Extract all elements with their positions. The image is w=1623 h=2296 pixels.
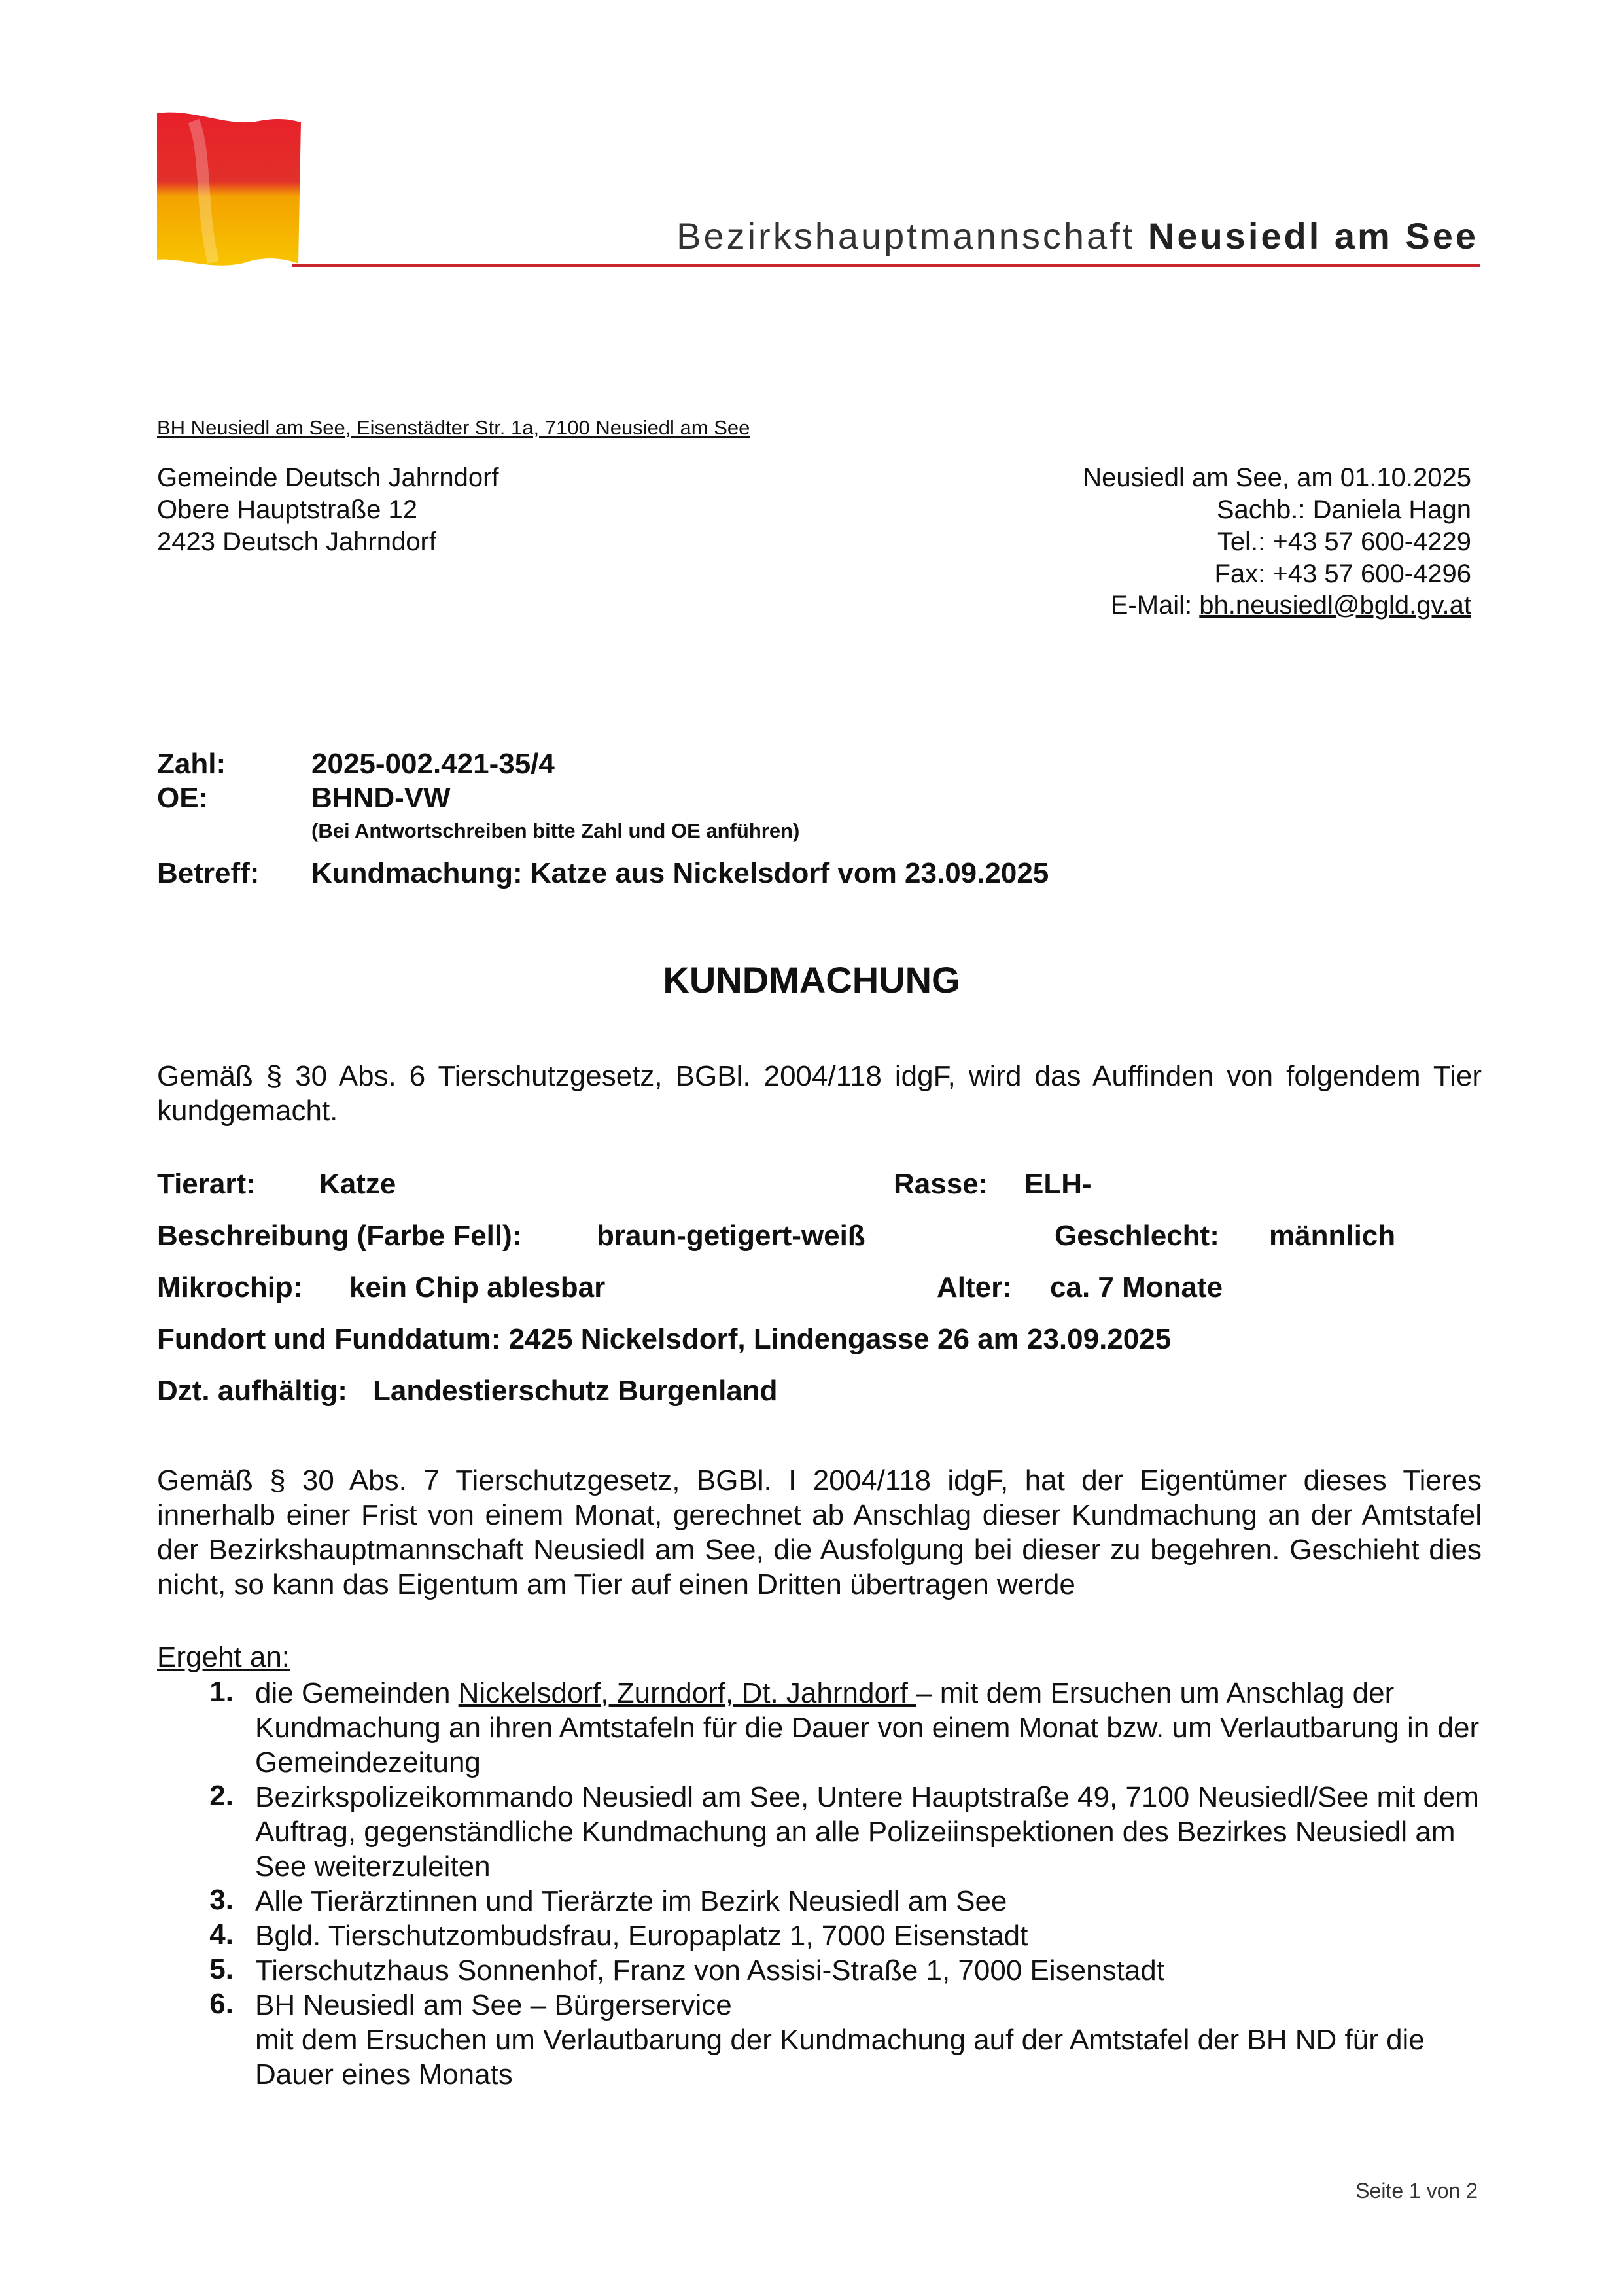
officer: Sachb.: Daniela Hagn <box>1216 495 1471 524</box>
zahl-value: 2025-002.421-35/4 <box>311 748 555 780</box>
list-item: Bezirkspolizeikommando Neusiedl am See, Untere Hauptstraße 49, 7100 Neusiedl/See mit dem Auftrag, gegenständliche Kundmachung an alle Polizeiinspektionen des Bezirkes Neusiedl am See weiterzuleiten <box>255 1781 1479 1882</box>
list-item-number: 1. <box>209 1676 234 1708</box>
recipient-line-2: Obere Hauptstraße 12 <box>157 495 417 524</box>
beschreibung-label: Beschreibung (Farbe Fell): <box>157 1220 522 1252</box>
list-item: Alle Tierärztinnen und Tierärzte im Bezirk Neusiedl am See <box>255 1885 1007 1917</box>
tierart-value: Katze <box>319 1168 396 1200</box>
burgenland-flag-logo <box>154 108 304 268</box>
list-item-text: – mit dem Ersuchen um Anschlag der Kundmachung an ihren Amtstafeln für die Dauer von einem Monat bzw. um Verlautbarung in der Gemeindezeitung <box>255 1677 1480 1778</box>
beschreibung-value: braun-getigert-weiß <box>597 1220 865 1252</box>
list-item-number: 3. <box>209 1884 234 1916</box>
list-item-text: BH Neusiedl am See – Bürgerservice <box>255 1989 732 2021</box>
geschlecht-value: männlich <box>1269 1220 1396 1252</box>
page-number: Seite 1 von 2 <box>1355 2179 1478 2202</box>
intro-paragraph: Gemäß § 30 Abs. 6 Tierschutzgesetz, BGBl. 2004/118 idgF, wird das Auffinden von folgendem Tier kundgemacht. <box>157 1060 1482 1127</box>
list-item-number: 5. <box>209 1953 234 1985</box>
recipient-line-3: 2423 Deutsch Jahrndorf <box>157 527 436 556</box>
org-name-prefix: Bezirkshauptmannschaft <box>676 215 1136 256</box>
betreff-label: Betreff: <box>157 857 260 889</box>
tierart-label: Tierart: <box>157 1168 256 1200</box>
alter-label: Alter: <box>937 1271 1012 1303</box>
aufhaeltig-value: Landestierschutz Burgenland <box>373 1375 778 1407</box>
list-item-number: 2. <box>209 1780 234 1812</box>
zahl-label: Zahl: <box>157 748 226 780</box>
fundort-line: Fundort und Funddatum: 2425 Nickelsdorf, Lindengasse 26 am 23.09.2025 <box>157 1323 1172 1355</box>
list-item-number: 6. <box>209 1988 234 2020</box>
list-item <box>255 1676 1485 1780</box>
recipient-line-1: Gemeinde Deutsch Jahrndorf <box>157 463 499 492</box>
reference-note: (Bei Antwortschreiben bitte Zahl und OE anführen) <box>311 819 800 842</box>
email-label: E-Mail: <box>1110 591 1193 620</box>
email-link[interactable]: bh.neusiedl@bgld.gv.at <box>1199 591 1471 620</box>
list-item-subtext: mit dem Ersuchen um Verlautbarung der Kundmachung auf der Amtstafel der BH ND für die Dauer eines Monats <box>255 2024 1425 2091</box>
aufhaeltig-label: Dzt. aufhältig: <box>157 1375 347 1407</box>
rasse-label: Rasse: <box>894 1168 988 1200</box>
legal-paragraph: Gemäß § 30 Abs. 7 Tierschutzgesetz, BGBl. I 2004/118 idgF, hat der Eigentümer dieses Tieres innerhalb einer Frist von einem Monat, gerechnet ab Anschlag dieser Kundmachung an der Amtstafel der Bezirkshauptmannschaft Neusiedl am See, die Ausfolgung bei dieser zu begehren. Geschieht dies nicht, so kann das Eigentum am Tier auf einen Dritten übertragen werde <box>157 1464 1482 1600</box>
organization-name <box>589 215 1478 257</box>
sender-address-line: BH Neusiedl am See, Eisenstädter Str. 1a, 7100 Neusiedl am See <box>157 416 750 439</box>
municipalities-link: Nickelsdorf, Zurndorf, Dt. Jahrndorf <box>458 1677 916 1709</box>
geschlecht-label: Geschlecht: <box>1055 1220 1219 1252</box>
betreff-value: Kundmachung: Katze aus Nickelsdorf vom 23.09.2025 <box>311 857 1049 889</box>
oe-label: OE: <box>157 782 209 814</box>
document-title: KUNDMACHUNG <box>663 959 960 1000</box>
telephone: Tel.: +43 57 600-4229 <box>1217 527 1471 556</box>
list-item: Bgld. Tierschutzombudsfrau, Europaplatz 1, 7000 Eisenstadt <box>255 1920 1028 1952</box>
rasse-value: ELH- <box>1024 1168 1092 1200</box>
list-item <box>255 1988 1485 2092</box>
mikrochip-value: kein Chip ablesbar <box>349 1271 606 1303</box>
place-date: Neusiedl am See, am 01.10.2025 <box>1083 463 1471 492</box>
distribution-heading: Ergeht an: <box>157 1641 290 1673</box>
fax: Fax: +43 57 600-4296 <box>1214 559 1471 588</box>
oe-value: BHND-VW <box>311 782 451 814</box>
alter-value: ca. 7 Monate <box>1050 1271 1223 1303</box>
list-item-text: die Gemeinden <box>255 1677 459 1709</box>
org-name-bold: Neusiedl am See <box>1147 215 1478 256</box>
email-row <box>1111 591 1471 620</box>
header-rule <box>292 264 1480 267</box>
list-item-number: 4. <box>209 1918 234 1951</box>
list-item: Tierschutzhaus Sonnenhof, Franz von Assisi-Straße 1, 7000 Eisenstadt <box>255 1954 1164 1987</box>
mikrochip-label: Mikrochip: <box>157 1271 303 1303</box>
